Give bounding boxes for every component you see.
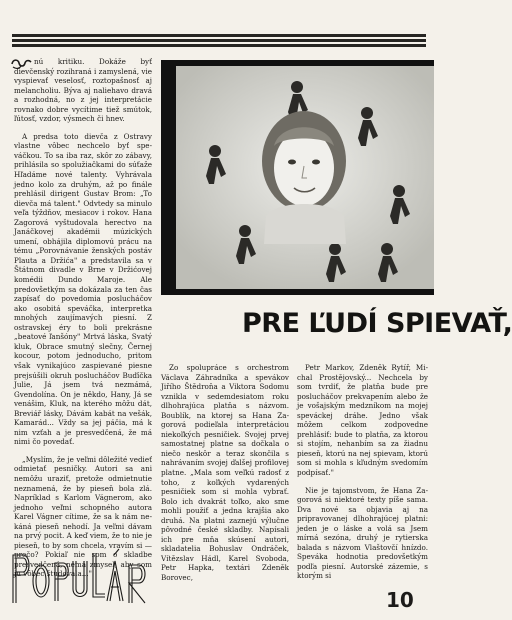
article-headline: PRE ĽUDÍ SPIEVAŤ, bbox=[242, 308, 512, 339]
article-column-right bbox=[297, 363, 428, 589]
article-paragraph: nú kritiku. Dokáže byť dievčenský rozihraná i zamyslená, vie vyspievať veselosť, roztopašnosť aj melancholiu. Býva aj naliehavo dravá a rozhodná, no z jej interpretácie rovnako dobre vycítime tiež smútok, ľútosť, vzdor, výsmech či hnev. bbox=[14, 57, 152, 124]
article-column-left bbox=[14, 57, 152, 587]
article-column-middle bbox=[161, 363, 289, 591]
article-paragraph: „Myslím, že je veľmi dôležité vedieť odmietať pesničky. Autori sa ani nemôžu uraziť, pretože odmietnutie neznamená, že by pieseň bola zlá. Napríklad s Karlom Vágnerom, ako jednoho veľmi schopného autora Karel Vágner cítime, že sa k nám nekáná pieseň nehodí. Ja veľmi dávam na prvý pocit. A keď viem, že to nie je pieseň, to by som chcela, vravím si — prečo? Pokiaľ nie som o skladbe presvedčená, nemá zmysel, aby som ju vôbec študovala..." bbox=[14, 454, 152, 579]
page-number: 10 bbox=[386, 588, 414, 612]
singer-photo bbox=[161, 60, 434, 295]
article-paragraph: Petr Markov, Zdeněk Rytíř, Michal Prostějovský... Nechcela by som tvrdiť, že platňa bude pre poslucháčov prekvapením alebo že je vošajským medzníkom na mojej speváckej dráhe. Jedno však môžem celkom zodpovedne prehlásiť: bude to platňa, za ktorou si stojím, nehanbím sa za žiadnu pieseň, ktorú na nej spievam, ktorú som si mohla s kľudným svedomím podpísať." bbox=[297, 363, 428, 478]
article-paragraph: Nie je tajomstvom, že Hana Zagorová si niektoré texty píše sama. Dva nové sa objavia aj na pripravovanej dlhohrajúcej platni: jeden je o láske a volá sa Jsem mírná sezóna, druhý je rytierska balada s názvom Vlaštovčí hnízdo. Speváka hodnotia predovšetkým podľa piesní. Autorské zázemie, s ktorým si bbox=[297, 485, 428, 581]
article-paragraph: Zo spolupráce s orchestrom Václava Záhradníka a spevákov Jiřího Štědroňa a Viktora Sodomu vznikla v sedemdesiatom roku dlhohrajúca platňa s názvom. Boublík, na ktorej sa Hana Zagorová podieľala interpretáciou niekoľkých pesničiek. Svojej prvej samostatnej platne sa dočkala o niečo neskôr a teraz skončila s nahrávaním svojej ďalšej profilovej platne. „Mala som veľkú radosť z toho, z koľkých vydarených pesničiek som si mohla vybrať. Bolo ich dvakrát toľko, ako sme mohli použiť a jedna krajšia ako druhá. Na platni zaznejú výlučne pôvodné české skladby. Napísali ich pre mňa skúsení autori, skladatelia Bohuslav Ondráček, Vítězslav Hádl, Karel Svoboda, Petr Hapka, textári Zdeněk Borovec, bbox=[161, 363, 289, 583]
popular-logo bbox=[9, 545, 169, 607]
top-rule bbox=[12, 34, 426, 47]
article-paragraph: A predsa toto dievča z Ostravy vlastne vôbec nechcelo byť speváčkou. To sa iba raz, skôr zo zábavy, prihlásila so spolužiačkami do súťaže Hľadáme nové talenty. Vyhrávala jedno kolo za druhým, až po finále prehlásil dirigent Gustav Brom: „To dievča má talent." Odvtedy sa minulo veľa týždňov, mesiacov i rokov. Hana Zagorová vyštudovala herectvo na Janáčkovej akadémii múzických umení, obhájila diplomovú prácu na tému „Porovnávanie ženských postáv Plauta a Držića" a predstavila sa v Štátnom divadle v Brne v Držićovej komédii Dundo Maroje. Ale predovšetkým sa dokázala za ten čas zapísať do povedomia poslucháčov ako osobitá speváčka, interpretka mnohých zaujímavých piesní. Z ostravskej éry to boli prekrásne „beatové ľanšóny" Mrtvá láska, Svatý kluk, Obrace smutný slečny, Černej kocour, potom jednoducho, pritom však vynikajúco zaspievané piesne prejsúšili okruh poslucháčov Buďíčka Julie, Já jsem tvá nezmámá, Gvendolína. On je někdo, Hany, Já se venášim, Kluk, na kterého môžu dát, Breviář lásky, Dávám kabát na vešák, Kamarád... Vždy sa jej páčia, má k nim vzťah a je presvedčená, že má nimi čo povedať. bbox=[14, 131, 152, 447]
